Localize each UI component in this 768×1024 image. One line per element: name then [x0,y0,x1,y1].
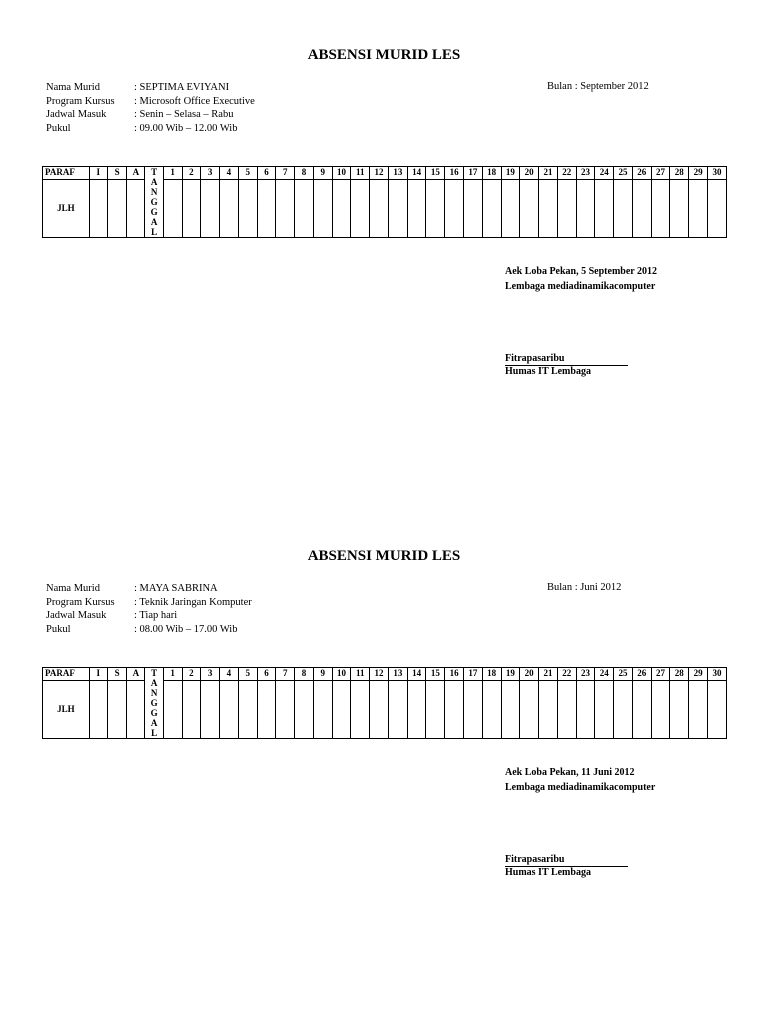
info-value: : Tiap hari [134,610,178,621]
day-header: 13 [388,167,407,180]
day-cell [201,680,220,738]
info-row [46,81,255,95]
day-header: 27 [651,668,670,681]
info-label: Nama Murid [46,583,100,594]
form-title: ABSENSI MURID LES [307,47,461,63]
day-cell [407,680,426,738]
tanggal-letter: T [151,167,158,177]
day-header: 5 [238,668,257,681]
day-header: 13 [388,668,407,681]
day-header: 8 [295,167,314,180]
day-cell [238,680,257,738]
day-cell [220,680,239,738]
tanggal-letter: A [150,678,158,688]
tanggal-header [145,167,163,238]
day-header: 16 [445,668,464,681]
jlh-label: JLH [43,179,90,237]
day-header: 27 [651,167,670,180]
info-row [46,122,255,136]
day-cell [163,680,182,738]
day-header: 14 [407,167,426,180]
info-row [46,108,255,122]
day-cell [576,179,595,237]
info-value: : MAYA SABRINA [134,583,218,594]
month-label: Bulan : Juni 2012 [547,582,622,593]
tanggal-letter: L [151,227,158,237]
info-label: Program Kursus [46,95,115,107]
day-header: 2 [182,668,201,681]
form-title: ABSENSI MURID LES [307,548,461,564]
day-cell [182,680,201,738]
day-header: 15 [426,167,445,180]
col-header-i: I [89,668,107,681]
tanggal-letter: A [150,718,158,728]
paraf-header: PARAF [43,167,90,180]
day-header: 1 [163,668,182,681]
day-cell [632,680,651,738]
day-cell [238,179,257,237]
day-header: 9 [313,668,332,681]
col-header-a: A [127,167,145,180]
day-cell [689,179,708,237]
tanggal-letter: G [150,708,158,718]
place-date: Aek Loba Pekan, 5 September 2012 [505,266,658,277]
info-label: Jadwal Masuk [46,610,107,621]
institution: Lembaga mediadinamikacomputer [505,782,656,793]
day-cell [426,179,445,237]
day-header: 4 [220,167,239,180]
tanggal-letter: G [150,197,158,207]
day-header: 19 [501,167,520,180]
day-header: 4 [220,668,239,681]
day-cell [520,179,539,237]
day-cell [501,179,520,237]
attendance-table [42,166,727,238]
day-cell [501,680,520,738]
day-cell [557,179,576,237]
place-date: Aek Loba Pekan, 11 Juni 2012 [505,767,635,778]
info-label: Pukul [46,623,71,635]
isa-cell [89,680,107,738]
day-header: 11 [351,167,370,180]
tanggal-letter: A [150,217,158,227]
day-header: 28 [670,167,689,180]
day-header: 6 [257,668,276,681]
tanggal-letter: L [151,728,158,738]
col-header-s: S [107,167,126,180]
day-header: 3 [201,668,220,681]
signer-name: Fitrapasaribu [505,353,628,366]
info-value: : 09.00 Wib – 12.00 Wib [134,122,238,134]
day-header: 2 [182,167,201,180]
day-cell [220,179,239,237]
day-cell [614,179,633,237]
day-cell [632,179,651,237]
day-cell [651,179,670,237]
day-cell [313,179,332,237]
day-header: 15 [426,668,445,681]
isa-cell [107,179,126,237]
day-header: 18 [482,668,501,681]
info-label: Jadwal Masuk [46,109,107,120]
day-cell [351,179,370,237]
day-header: 9 [313,167,332,180]
day-header: 14 [407,668,426,681]
isa-cell [89,179,107,237]
signature-block [505,264,657,378]
day-cell [651,680,670,738]
info-value: : 08.00 Wib – 17.00 Wib [134,623,238,635]
day-header: 26 [632,668,651,681]
info-label: Pukul [46,122,71,134]
day-cell [388,680,407,738]
day-cell [182,179,201,237]
day-header: 25 [614,167,633,180]
day-cell [295,179,314,237]
tanggal-letter: G [150,698,158,708]
student-info [46,582,252,636]
day-cell [295,680,314,738]
info-row [46,582,252,596]
day-header: 30 [707,668,726,681]
signature-block [505,765,655,879]
tanggal-letter: G [150,207,158,217]
day-cell [576,680,595,738]
day-cell [595,680,614,738]
day-header: 8 [295,668,314,681]
day-header: 24 [595,668,614,681]
institution: Lembaga mediadinamikacomputer [505,281,656,292]
day-cell [595,179,614,237]
month-label: Bulan : September 2012 [547,81,649,92]
paraf-header: PARAF [43,668,90,681]
col-header-a: A [127,668,145,681]
day-cell [351,680,370,738]
day-header: 23 [576,668,595,681]
day-cell [670,680,689,738]
info-row [46,609,252,623]
day-header: 11 [351,668,370,681]
info-value: : Teknik Jaringan Komputer [134,596,252,608]
info-value: : SEPTIMA EVIYANI [134,82,230,93]
info-value: : Senin – Selasa – Rabu [134,109,234,120]
day-cell [370,680,389,738]
day-header: 30 [707,167,726,180]
day-header: 29 [689,167,708,180]
day-cell [614,680,633,738]
jlh-label: JLH [43,680,90,738]
day-header: 21 [539,167,558,180]
isa-cell [107,680,126,738]
day-cell [163,179,182,237]
day-cell [257,179,276,237]
info-label: Nama Murid [46,82,100,93]
day-header: 12 [370,668,389,681]
day-header: 26 [632,167,651,180]
day-header: 23 [576,167,595,180]
day-cell [670,179,689,237]
day-cell [445,680,464,738]
day-header: 19 [501,668,520,681]
day-header: 28 [670,668,689,681]
day-header: 7 [276,167,295,180]
day-header: 25 [614,668,633,681]
day-cell [707,680,726,738]
day-header: 6 [257,167,276,180]
day-cell [557,680,576,738]
day-cell [482,179,501,237]
student-info [46,81,255,135]
day-header: 20 [520,167,539,180]
info-value: : Microsoft Office Executive [134,95,255,107]
day-header: 1 [163,167,182,180]
attendance-table [42,667,727,739]
col-header-i: I [89,167,107,180]
signer-role: Humas IT Lembaga [505,366,591,377]
day-cell [257,680,276,738]
day-cell [313,680,332,738]
col-header-s: S [107,668,126,681]
day-cell [426,680,445,738]
day-cell [464,680,483,738]
day-header: 24 [595,167,614,180]
signer-role: Humas IT Lembaga [505,867,591,878]
day-cell [539,680,558,738]
day-cell [464,179,483,237]
info-row [46,623,252,637]
tanggal-letter: T [151,668,158,678]
tanggal-letter: N [150,688,158,698]
day-cell [520,680,539,738]
day-header: 29 [689,668,708,681]
tanggal-header [145,668,163,739]
day-header: 10 [332,167,351,180]
day-cell [539,179,558,237]
day-cell [332,179,351,237]
day-header: 12 [370,167,389,180]
day-header: 10 [332,668,351,681]
day-header: 22 [557,668,576,681]
day-header: 21 [539,668,558,681]
day-cell [689,680,708,738]
tanggal-letter: N [150,187,158,197]
day-header: 7 [276,668,295,681]
day-cell [388,179,407,237]
day-header: 17 [464,167,483,180]
day-header: 17 [464,668,483,681]
day-header: 16 [445,167,464,180]
info-label: Program Kursus [46,596,115,608]
info-row [46,95,255,109]
day-header: 5 [238,167,257,180]
day-header: 18 [482,167,501,180]
day-cell [407,179,426,237]
day-cell [370,179,389,237]
tanggal-letter: A [150,177,158,187]
isa-cell [127,680,145,738]
signer-name: Fitrapasaribu [505,854,628,867]
day-cell [707,179,726,237]
day-header: 20 [520,668,539,681]
day-cell [201,179,220,237]
day-cell [332,680,351,738]
day-cell [276,680,295,738]
day-header: 3 [201,167,220,180]
day-cell [276,179,295,237]
info-row [46,596,252,610]
day-cell [482,680,501,738]
day-cell [445,179,464,237]
isa-cell [127,179,145,237]
day-header: 22 [557,167,576,180]
